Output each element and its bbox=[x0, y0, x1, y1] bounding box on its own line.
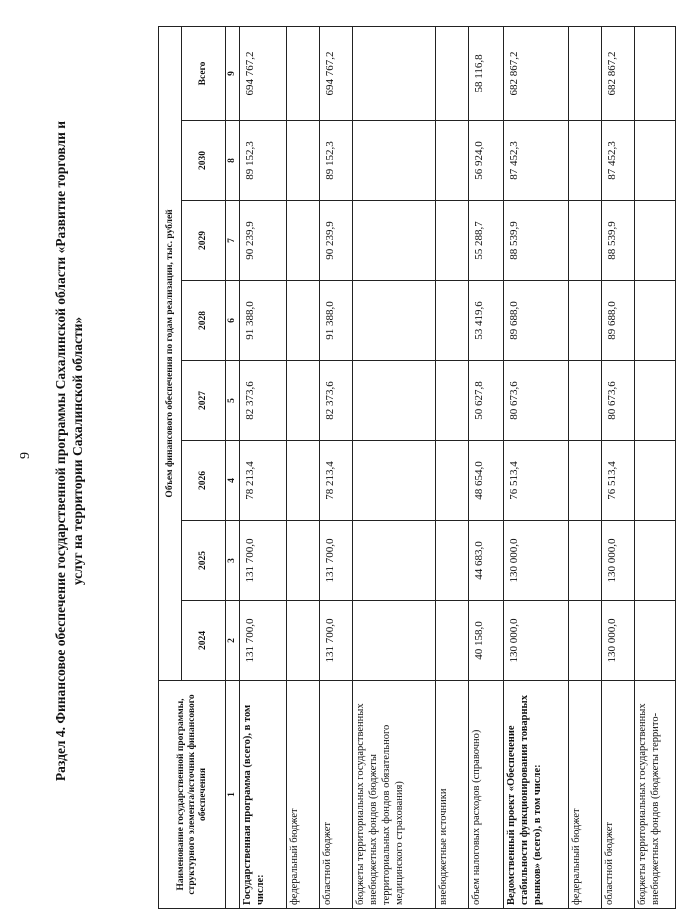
value-cell: 131 700,0 bbox=[320, 521, 353, 601]
value-cell bbox=[635, 201, 676, 281]
row-label: бюджеты территориальных государственных внебюджетных фондов (бюджеты террито- bbox=[635, 681, 676, 909]
value-cell: 130 000,0 bbox=[602, 521, 635, 601]
table-row bbox=[569, 26, 602, 908]
financing-table bbox=[158, 26, 676, 909]
row-label: Ведомственный проект «Обеспечение стабильности функционирования товарных рынков» (всего), в том числе: bbox=[504, 681, 569, 909]
year-header-7: Всего bbox=[182, 26, 226, 120]
table-body bbox=[240, 26, 676, 908]
value-cell: 87 452,3 bbox=[602, 121, 635, 201]
value-cell: 682 867,2 bbox=[504, 26, 569, 120]
value-cell bbox=[569, 281, 602, 361]
year-header-1: 2025 bbox=[182, 521, 226, 601]
value-cell: 91 388,0 bbox=[240, 281, 287, 361]
column-index-1: 2 bbox=[226, 601, 240, 681]
value-cell: 78 213,4 bbox=[240, 441, 287, 521]
value-cell: 80 673,6 bbox=[602, 361, 635, 441]
table-row bbox=[469, 26, 504, 908]
value-cell bbox=[287, 201, 320, 281]
value-cell bbox=[436, 601, 469, 681]
value-cell: 82 373,6 bbox=[320, 361, 353, 441]
value-cell bbox=[353, 281, 436, 361]
value-cell bbox=[635, 26, 676, 120]
table-row bbox=[436, 26, 469, 908]
value-cell: 76 513,4 bbox=[504, 441, 569, 521]
value-cell bbox=[635, 361, 676, 441]
value-cell: 58 116,8 bbox=[469, 26, 504, 120]
value-cell bbox=[436, 361, 469, 441]
value-cell: 82 373,6 bbox=[240, 361, 287, 441]
row-label: Государственная программа (всего), в том числе: bbox=[240, 681, 287, 909]
value-cell bbox=[635, 441, 676, 521]
header-row-indices bbox=[226, 26, 240, 908]
value-cell bbox=[569, 441, 602, 521]
value-cell: 88 539,9 bbox=[602, 201, 635, 281]
value-cell bbox=[569, 361, 602, 441]
value-cell bbox=[353, 361, 436, 441]
value-cell bbox=[569, 521, 602, 601]
value-cell: 130 000,0 bbox=[602, 601, 635, 681]
value-cell: 131 700,0 bbox=[240, 521, 287, 601]
value-cell: 131 700,0 bbox=[240, 601, 287, 681]
value-cell: 89 152,3 bbox=[240, 121, 287, 201]
value-cell: 694 767,2 bbox=[320, 26, 353, 120]
row-label: внебюджетные источники bbox=[436, 681, 469, 909]
row-label: областной бюджет bbox=[602, 681, 635, 909]
value-cell bbox=[287, 521, 320, 601]
value-cell: 76 513,4 bbox=[602, 441, 635, 521]
column-index-2: 3 bbox=[226, 521, 240, 601]
value-cell: 694 767,2 bbox=[240, 26, 287, 120]
table-row bbox=[635, 26, 676, 908]
column-index-4: 5 bbox=[226, 361, 240, 441]
value-cell: 130 000,0 bbox=[504, 521, 569, 601]
year-header-5: 2029 bbox=[182, 201, 226, 281]
value-cell: 53 419,6 bbox=[469, 281, 504, 361]
value-cell: 90 239,9 bbox=[240, 201, 287, 281]
row-label: федеральный бюджет bbox=[287, 681, 320, 909]
value-cell: 682 867,2 bbox=[602, 26, 635, 120]
value-cell bbox=[353, 521, 436, 601]
value-cell bbox=[287, 121, 320, 201]
value-cell bbox=[436, 201, 469, 281]
value-cell bbox=[287, 281, 320, 361]
value-cell bbox=[436, 26, 469, 120]
value-cell bbox=[353, 26, 436, 120]
value-cell bbox=[287, 26, 320, 120]
value-cell bbox=[287, 601, 320, 681]
value-cell bbox=[436, 521, 469, 601]
value-cell bbox=[287, 441, 320, 521]
value-cell: 44 683,0 bbox=[469, 521, 504, 601]
value-cell: 89 152,3 bbox=[320, 121, 353, 201]
year-header-3: 2027 bbox=[182, 361, 226, 441]
row-label: областной бюджет bbox=[320, 681, 353, 909]
value-cell bbox=[635, 281, 676, 361]
value-cell: 89 688,0 bbox=[602, 281, 635, 361]
value-cell bbox=[436, 121, 469, 201]
section-title-line-2: услуг на территории Сахалинской области» bbox=[70, 316, 85, 586]
value-cell bbox=[353, 121, 436, 201]
year-header-6: 2030 bbox=[182, 121, 226, 201]
value-cell bbox=[569, 201, 602, 281]
year-header-2: 2026 bbox=[182, 441, 226, 521]
column-index-0: 1 bbox=[226, 681, 240, 909]
column-index-6: 7 bbox=[226, 201, 240, 281]
value-cell bbox=[635, 121, 676, 201]
table-row bbox=[240, 26, 287, 908]
value-cell: 88 539,9 bbox=[504, 201, 569, 281]
value-cell: 56 924,0 bbox=[469, 121, 504, 201]
value-cell: 87 452,3 bbox=[504, 121, 569, 201]
value-cell bbox=[569, 26, 602, 120]
value-cell bbox=[635, 601, 676, 681]
table-row bbox=[504, 26, 569, 908]
value-cell: 130 000,0 bbox=[504, 601, 569, 681]
year-header-4: 2028 bbox=[182, 281, 226, 361]
value-cell: 131 700,0 bbox=[320, 601, 353, 681]
value-cell bbox=[436, 441, 469, 521]
value-cell: 55 288,7 bbox=[469, 201, 504, 281]
section-title-line-1: Раздел 4. Финансовое обеспечение государственной программы Сахалинской области «Развитие торговли и bbox=[53, 120, 68, 782]
table-row bbox=[602, 26, 635, 908]
value-cell: 50 627,8 bbox=[469, 361, 504, 441]
value-cell bbox=[353, 201, 436, 281]
row-label: объем налоговых расходов (справочно) bbox=[469, 681, 504, 909]
value-cell: 89 688,0 bbox=[504, 281, 569, 361]
header-name-cell: Наименование государственной программы, структурного элемента/источник финансового обеспечения bbox=[159, 681, 226, 909]
value-cell: 90 239,9 bbox=[320, 201, 353, 281]
year-header-0: 2024 bbox=[182, 601, 226, 681]
section-title bbox=[52, 111, 86, 791]
page-number: 9 bbox=[18, 452, 33, 459]
value-cell bbox=[353, 441, 436, 521]
value-cell bbox=[569, 121, 602, 201]
value-cell bbox=[287, 361, 320, 441]
value-cell bbox=[569, 601, 602, 681]
header-group-cell: Объем финансового обеспечения по годам реализации, тыс. рублей bbox=[159, 26, 182, 680]
value-cell: 91 388,0 bbox=[320, 281, 353, 361]
table-row bbox=[320, 26, 353, 908]
table-row bbox=[353, 26, 436, 908]
value-cell: 40 158,0 bbox=[469, 601, 504, 681]
column-index-5: 6 bbox=[226, 281, 240, 361]
value-cell bbox=[436, 281, 469, 361]
column-index-7: 8 bbox=[226, 121, 240, 201]
value-cell bbox=[635, 521, 676, 601]
column-index-8: 9 bbox=[226, 26, 240, 120]
header-row-1 bbox=[159, 26, 182, 908]
row-label: федеральный бюджет bbox=[569, 681, 602, 909]
value-cell: 48 654,0 bbox=[469, 441, 504, 521]
table-row bbox=[287, 26, 320, 908]
column-index-3: 4 bbox=[226, 441, 240, 521]
value-cell bbox=[353, 601, 436, 681]
value-cell: 80 673,6 bbox=[504, 361, 569, 441]
row-label: бюджеты территориальных государственных внебюджетных фондов (бюджеты территориальных фондов обязательного медицинского страхования) bbox=[353, 681, 436, 909]
value-cell: 78 213,4 bbox=[320, 441, 353, 521]
